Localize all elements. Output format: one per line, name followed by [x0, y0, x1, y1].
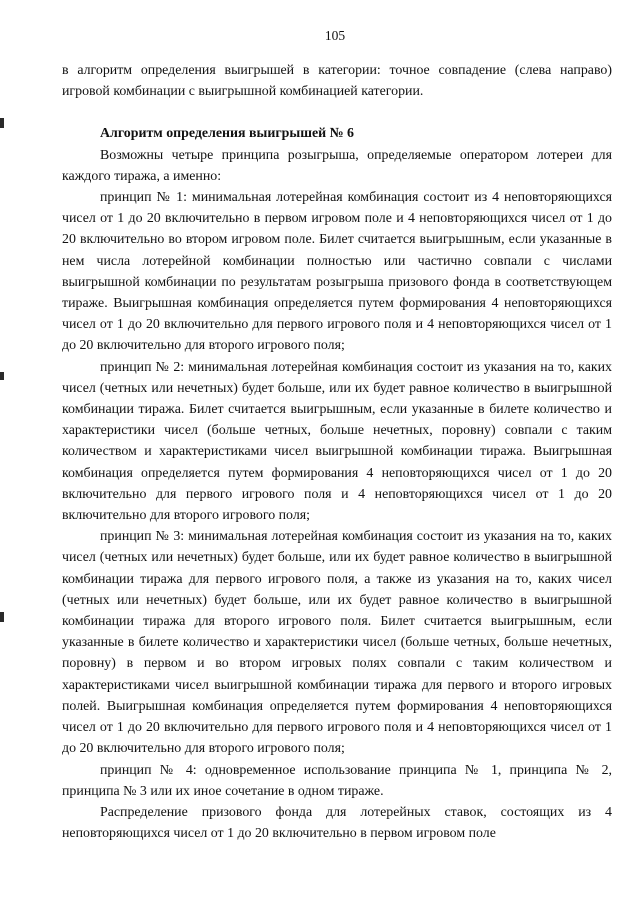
paragraph-prize-distribution: Распределение призового фонда для лотерейных ставок, состоящих из 4 неповторяющихся чисел от 1 до 20 включительно в первом игровом поле [62, 804, 612, 842]
paragraph-continuation: в алгоритм определения выигрышей в категории: точное совпадение (слева направо) игровой комбинации с выигрышной комбинацией категории. [62, 63, 612, 100]
scan-artifact [0, 372, 4, 380]
paragraph-principle-1: принцип № 1: минимальная лотерейная комбинация состоит из 4 неповторяющихся чисел от 1 до 20 включительно в первом игровом поле и 4 неповторяющихся чисел от 1 до 20 включительно во втором игровом поле. Билет считается выигрышным, если указанные в нем числа лотерейной комбинации полностью или частично совпали с числами выигрышной комбинации по результатам розыгрыша призового фонда в соответствующем тираже. Выигрышная комбинация определяется путем формирования 4 неповторяющихся чисел от 1 до 20 включительно для первого игрового поля и 4 неповторяющихся чисел от 1 до 20 включительно для второго игрового поля; [62, 190, 612, 354]
section-heading: Алгоритм определения выигрышей № 6 [100, 126, 354, 142]
document-body [62, 60, 612, 844]
paragraph-intro: Возможны четыре принципа розыгрыша, определяемые оператором лотереи для каждого тиража, а именно: [62, 147, 612, 184]
page-number: 105 [324, 28, 346, 43]
scan-artifact [0, 118, 4, 128]
paragraph-principle-4: принцип № 4: одновременное использование принципа № 1, принципа № 2, принципа № 3 или их иное сочетание в одном тираже. [62, 762, 612, 799]
paragraph-principle-2: принцип № 2: минимальная лотерейная комбинация состоит из указания на то, каких чисел (четных или нечетных) будет больше, или их будет равное количество в выигрышной комбинации тиража. Билет считается выигрышным, если указанные в билете количество и характеристики чисел (больше четных, больше нечетных, поровну) совпали с таким количеством и характеристиками чисел выигрышной комбинации тиража. Выигрышная комбинация определяется путем формирования 4 неповторяющихся чисел от 1 до 20 включительно для первого игрового поля и 4 неповторяющихся чисел от 1 до 20 включительно для второго игрового поля; [62, 359, 612, 524]
scan-artifact [0, 612, 4, 622]
paragraph-principle-3: принцип № 3: минимальная лотерейная комбинация состоит из указания на то, каких чисел (четных или нечетных) будет больше, или их будет равное количество в выигрышной комбинации тиража для первого игрового поля, а также из указания на то, каких чисел (четных или нечетных) будет больше, или их будет равное количество в выигрышной комбинации тиража для второго игрового поля. Билет считается выигрышным, если указанные в билете количество и характеристики чисел (больше четных, больше нечетных, поровну) в первом и во втором игровых полях совпали с таким количеством и характеристиками чисел выигрышной комбинации тиража для первого и второго игровых полей. Выигрышная комбинация определяется путем формирования 4 неповторяющихся чисел от 1 до 20 включительно для первого игрового поля и 4 неповторяющихся чисел от 1 до 20 включительно для второго игрового поля; [62, 529, 612, 757]
